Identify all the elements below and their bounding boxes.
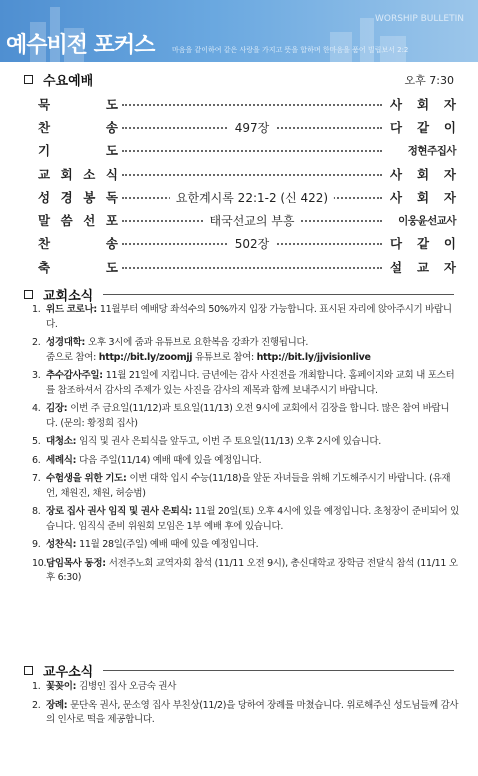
order-person-char: 설 [390,259,403,275]
order-person [390,118,456,136]
order-person-char: 교 [416,259,430,275]
item-content [46,369,460,398]
service-section-header [24,70,454,89]
item-content [46,435,460,450]
item-number: 5. [32,436,41,447]
order-person-char: 자 [443,166,456,182]
order-row [38,139,456,162]
item-heading: 세례식: [46,454,77,466]
item-text: 오후 3시에 줌과 유튜브로 요한복음 강좌가 진행됩니다. [88,337,309,348]
order-content: 502장 [229,235,276,252]
item-text: 문단옥 권사, 문소영 집사 부친상(11/2)을 당하여 장례를 마쳤습니다. 위로해주신 성도님들께 감사의 인사로 떡을 제공합니다. [46,699,459,725]
order-person [390,188,456,206]
order-person-char: 다 [390,119,403,135]
order-label-char: 축 [38,259,51,275]
order-label [38,234,118,252]
item-content [46,336,460,365]
order-label-char: 선 [83,213,96,229]
order-label-char: 도 [105,143,118,159]
item-number: 10. [32,557,47,569]
order-row [38,208,456,231]
order-label-char: 경 [60,189,73,205]
order-person-char: 같 [416,119,430,135]
news-item [32,303,460,332]
header-banner [0,0,478,62]
news-item [32,454,460,469]
zoom-link[interactable]: http://bit.ly/zoomjj [98,351,193,363]
item-content [46,454,460,469]
item-content [46,505,460,534]
order-person-char: 사 [390,189,403,205]
item-number: 9. [32,539,41,550]
item-content [46,303,460,332]
order-label-char: 송 [105,119,118,135]
order-content: 요한계시록 22:1-2 (신 422) [170,189,334,206]
service-title: 수요예배 [43,74,94,89]
item-content [46,472,460,501]
item-heading: 장례: [46,699,68,711]
order-person-char: 회 [416,166,430,182]
order-person [390,95,456,113]
item-content [46,402,460,431]
item-content [46,680,460,695]
item-heading: 장로 집사 권사 임직 및 권사 은퇴식: [46,506,192,517]
item-number: 1. [32,304,41,315]
checkbox-square-icon [24,75,33,84]
order-label-char: 찬 [38,119,51,135]
item-number: 1. [32,681,41,692]
order-label [38,118,118,136]
dotted-leader [122,213,382,227]
zoom-label: 줌으로 참여: [46,351,99,363]
order-label-char: 독 [105,189,118,205]
order-label-char: 소 [83,166,96,182]
order-row [38,162,456,185]
member-news-item [32,699,460,728]
order-person-char: 자 [443,96,456,112]
order-label-char: 말 [38,213,51,229]
news-list [32,303,460,590]
news-item [32,472,460,501]
order-label-char: 찬 [38,236,51,252]
item-number: 6. [32,454,41,466]
item-heading: 성찬식: [46,539,77,550]
item-content [46,699,460,728]
order-label-char: 식 [105,166,118,182]
news-item [32,538,460,553]
order-label [38,211,118,229]
item-text: 11월 20일(토) 오후 4시에 있을 예정입니다. 초청장이 준비되어 있습니다. 임직식 준비 위원회 모임은 1부 예배 후에 있습니다. [46,506,460,532]
order-person [390,258,456,276]
order-person-char: 같 [416,236,430,252]
item-content [46,538,460,553]
order-person-char: 회 [416,96,430,112]
order-person [390,143,456,158]
order-content: 497장 [229,119,276,136]
item-text: 이번 대학 입시 수능(11/18)을 앞둔 자녀들을 위해 기도해주시기 바랍니다. (유재언, 채원진, 채원, 허승범) [46,473,451,499]
order-label-char: 성 [38,189,51,205]
item-number: 4. [32,403,41,414]
staff-title: 교우소식 [43,665,94,680]
item-text: 다음 주일(11/14) 예배 때에 있을 예정입니다. [79,454,262,466]
order-person [390,213,456,228]
order-label-char: 도 [105,259,118,275]
news-section-header [24,285,454,304]
order-person [390,234,456,252]
order-label [38,188,118,206]
order-person-char: 사 [390,166,403,182]
item-number: 8. [32,506,41,517]
news-title: 교회소식 [43,289,94,304]
dotted-leader [122,97,382,111]
checkbox-square-icon [24,290,33,299]
news-item [32,505,460,534]
order-person [390,165,456,183]
dotted-leader [122,260,382,274]
order-person-char: 자 [443,189,456,205]
news-item [32,369,460,398]
youtube-label: 유튜브로 참여: [192,351,257,363]
order-person-char: 이 [443,236,456,252]
order-person-char: 이 [443,119,456,135]
item-number: 7. [32,473,41,484]
item-content [46,557,460,586]
order-label [38,258,118,276]
dotted-leader [122,120,382,134]
order-label-char: 교 [38,166,51,182]
checkbox-square-icon [24,666,33,675]
section-divider [103,670,454,671]
item-heading: 담임목사 동정: [46,557,106,569]
order-row [38,185,456,208]
dotted-leader [122,236,382,250]
order-row [38,115,456,138]
section-divider [103,294,454,295]
item-text: 11월 28일(주일) 예배 때에 있을 예정입니다. [79,539,259,550]
order-label-char: 도 [105,96,118,112]
order-label [38,95,118,113]
item-heading: 수험생을 위한 기도: [46,473,127,484]
news-item [32,557,460,586]
bulletin-subtitle: 마음을 같이하여 같은 사랑을 가지고 뜻을 합하며 한마음을 품어 빌립보서 2:2 [172,46,409,54]
item-heading: 꽃꽂이: [46,681,77,692]
news-item [32,402,460,431]
order-row [38,92,456,115]
header-tag: WORSHIP BULLETIN [374,14,464,24]
service-time: 오후 7:30 [404,74,454,87]
order-label-char: 기 [38,143,51,159]
order-row [38,232,456,255]
order-person-char: 이웅윤선교사 [398,214,456,227]
item-number: 3. [32,370,41,381]
order-label-char: 씀 [60,213,73,229]
dotted-leader [122,143,382,157]
item-heading: 김장: [46,403,68,414]
order-row [38,255,456,278]
order-person-char: 정현주집사 [407,144,456,157]
news-item [32,336,460,365]
order-person-char: 사 [390,96,403,112]
item-heading: 대청소: [46,436,77,447]
order-label-char: 포 [105,213,118,229]
item-text: 김병인 집사 오금숙 권사 [79,681,177,692]
item-heading: 추수감사주일: [46,370,103,381]
order-label-char: 송 [105,236,118,252]
order-person-char: 회 [416,189,430,205]
order-label [38,165,118,183]
order-person-char: 다 [390,236,403,252]
item-text: 이번 주 금요일(11/12)과 토요일(11/13) 오전 9시에 교회에서 김장을 합니다. 많은 참여 바랍니다. (문의: 황정희 집사) [46,403,450,429]
bulletin-title: 예수비전 포커스 [6,33,155,58]
dotted-leader [122,190,382,204]
order-label [38,141,118,159]
order-label-char: 묵 [38,96,51,112]
item-text: 임직 및 권사 은퇴식을 앞두고, 이번 주 토요일(11/13) 오후 2시에 있습니다. [79,436,382,447]
staff-section-header [24,661,454,680]
worship-order-list [38,92,456,278]
order-label-char: 회 [60,166,73,182]
item-heading: 성경대학: [46,337,86,348]
item-number: 2. [32,699,41,711]
order-label-char: 봉 [83,189,96,205]
news-item [32,435,460,450]
dotted-leader [122,167,382,181]
item-text: 11월부터 예배당 좌석수의 50%까지 입장 가능합니다. 표시된 자리에 앉아주시기 바랍니다. [46,304,452,330]
member-news-item [32,680,460,695]
member-news-list [32,680,460,732]
item-heading: 위드 코로나: [46,304,97,315]
item-text: 11월 21일에 지킵니다. 금년에는 감사 사진전을 개최합니다. 홈페이지와 교회 내 포스터를 참조하셔서 감사의 주제가 있는 사진을 감사의 제목과 함께 보내주시기 바랍니다. [46,370,455,396]
order-content: 태국선교의 부흥 [204,212,301,229]
youtube-link[interactable]: http://bit.ly/jjvisionlive [256,351,371,363]
item-text: 서전주노회 교역자회 참석 (11/11 오전 9시), 총신대학교 장학금 전달식 참석 (11/11 오후 6:30) [46,557,458,583]
item-number: 2. [32,337,41,348]
order-person-char: 자 [443,259,456,275]
